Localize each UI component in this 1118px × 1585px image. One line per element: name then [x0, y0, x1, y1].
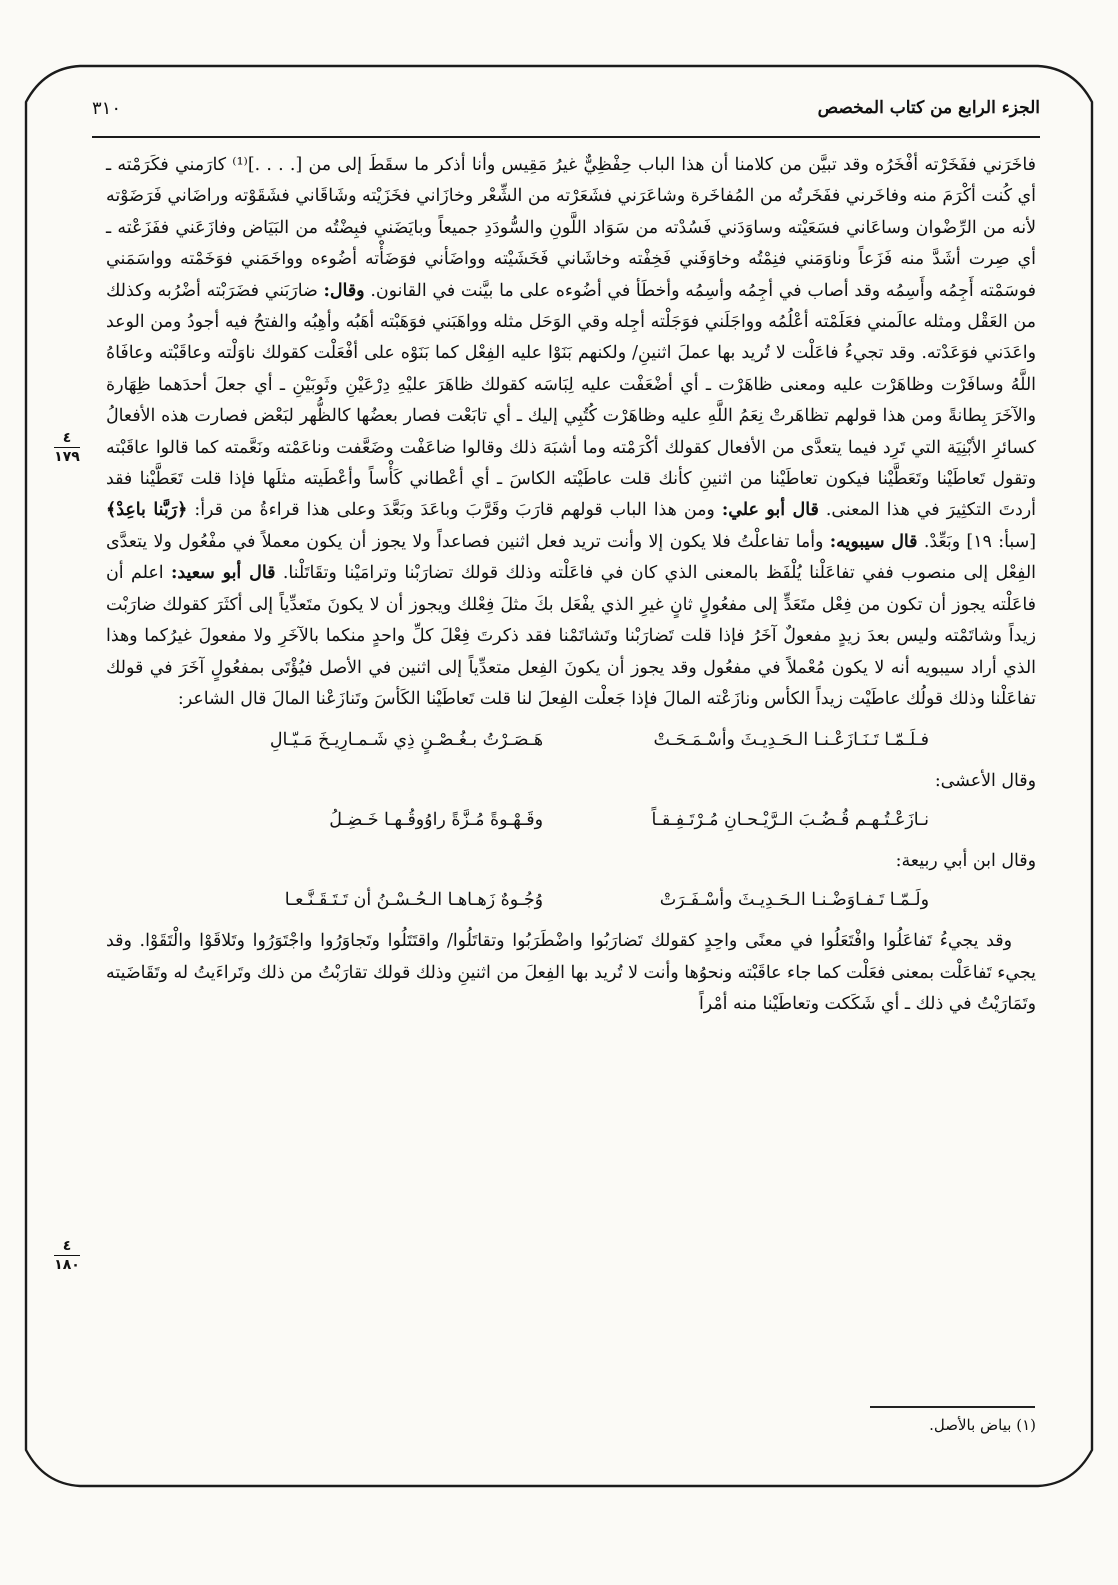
speaker-label: وقال:	[323, 280, 365, 301]
verse-second-hemistich: وقَـهْـوةً مُـزَّةً راوُوقُـهـا خَـضِـلُ	[329, 810, 543, 831]
verse-first-hemistich: فـلَـمّـا تَـنَـازَعْـنـا الـحَـدِيـثَ وأسْـمَـحَـتْ	[653, 730, 929, 751]
verse-second-hemistich: وُجُـوهٌ زَهـاهـا الـحُـسْـنُ أن تَـتَـقَـنَّـعـا	[284, 889, 543, 910]
margin-note-volume: ٤	[54, 1238, 80, 1256]
verse-first-hemistich: نـازَعْـتُـهـم قُـضُـبَ الـرَّيْـحـانِ مُـرْتَـفِـقـاً	[651, 810, 929, 831]
margin-note-volume: ٤	[54, 430, 80, 448]
text-run: وأما تفاعلْتُ فلا يكون إلا وأنت تريد فعل اثنين فصاعداً ولا يجوز أن يكون معملاً في مفْعُول ولا يتعدَّى الفِعْل إلى منصوب ففي تفاعَلْنا يُلْفَظ بالمعنى الذي كان في فاعَلْته وذلك قولك تضارَبْنا وترامَيْنا وتقَاتَلْنا.	[106, 531, 1037, 584]
margin-note-folio: ١٨٠	[54, 1257, 80, 1273]
verse-second-hemistich: هَـصَـرْتُ بـغُـصْـنٍ ذِي شَـمـارِيـخَ مَـيّـالِ	[269, 730, 543, 751]
footnote: (١) بياض بالأصل.	[929, 1416, 1036, 1434]
footnote-rule	[870, 1406, 1035, 1408]
verse-intro: وقال ابن أبي ربيعة:	[895, 850, 1036, 871]
verse	[106, 725, 1036, 756]
text-run: [سبأ: ١٩] وبَعِّدْ.	[923, 531, 1036, 552]
verse	[106, 885, 1036, 916]
speaker-label: قال أبو علي:	[721, 500, 819, 521]
margin-note-folio: ١٧٩	[54, 449, 80, 465]
text-run: ومن هذا الباب قولهم قارَبَ وقَرَّبَ وباعَدَ وبَعَّدَ وعلى هذا قراءةُ من قرأ:	[194, 500, 715, 521]
quran-quote: ﴿رَبَّنا باعِدْ﴾	[106, 500, 188, 521]
margin-folio-note	[50, 1238, 84, 1273]
verse-first-hemistich: ولَـمّـا تَـفـاوَضْـنـا الـحَـدِيـثَ وأسْـفَـرَتْ	[659, 889, 929, 910]
verse-intro: وقال الأعشى:	[934, 770, 1036, 791]
margin-folio-note	[50, 430, 84, 465]
text-run: اعلم أن فاعَلْته يجوز أن تكون من فِعْل متَعَدٍّ إلى مفعُولٍ ثانٍ غيرِ الذي يفْعَل بكَ مثلَ فِعْلك ويجوز أن لا يكونَ متَعدِّياً إلى أكثَرَ كقولك ضارَبْت زيداً وشاتَمْته وليس بعدَ زيدٍ مفعولٌ آخَرُ فإذا قلت تَضارَبْنا وتَشاتَمْنا فقد ذكرتَ فِعْلَ كلِّ واحدٍ منكما بالآخَرِ ولا مفعولَ غيرُكما وهذا الذي أراد سيبويه أنه لا يكون مُعْملاً في مفعُول وقد يجوز أن يكونَ الفِعل متعدِّياً إلى اثنين في الأصل فيُؤْتَى بمفعُولٍ آخَرَ في قولك تفاعَلْنا وذلك قولُك عاطَيْت زيداً الكأس ونازَعْته المالَ فإذا جَعلْت الفِعلَ لنا قلت تَعاطَيْنا الكَأسَ وتَنازَعْنا المالَ قال الشاعر:	[106, 563, 1036, 709]
page-number: ٣١٠	[92, 98, 122, 119]
verse	[106, 805, 1036, 836]
text-run: ضارَبَني فضَرَبْته أضْرُبه وكذلك من العَقْل ومثله عالَمني فعَلَمْته أعْلُمُه وواجَلَني فوَجَلْته أجِله وقي الوَحَل مثله وواهَبَني فوَهَبْته أهَبُه وأهِبُه والفتحُ فيه أجودُ ومن الوعد واعَدَني فوَعَدْته. وقد تجيءُ فاعَلْت لا تُريد بها عملَ اثنينِ/ ولكنهم بَنَوْا عليه الفِعْل كما بَنَوْه على أفْعَلْت كقولك ناوَلْته وعاقَبْته وعافَاهُ اللَّهُ وسافَرْت وظاهَرْت عليه ومعنى ظاهَرْت ـ أي أضْعَفْت عليه لِبَاسَه كقولك ظاهَرَ عليْهِ دِرْعَيْنِ وثَوبَيْنِ ـ أي جعلَ أحدَهما ظِهَارة والآخَرَ بِطانةً ومن هذا قولهم تظاهَرتْ نِعَمُ اللَّهِ عليه وظاهَرْت كُتُبِي إليك ـ أي تابَعْت فصار بعضُها كالظُّهر لبَعْض فصارت هذه الأفعالُ كسائرِ الأبْنِيَة التي تَرِد فيما يتعدَّى من الأفعال كقولك أكْرَمْته وما أشبَهَ ذلك وقالوا ضاعَفْت وضَعَّفت وناعَمْته ونَعَّمته كما قالوا عاقَبْته وتقول تَعاطَيْنا وتَعَطَّيْنا فيكون تعاطَيْنا من اثنينِ كأنك قلت عاطَيْته الكاسَ ـ أي أعْطاني كَأْساً وأعْطَيته مثلَها فإذا قلت تَعَطَّيْنا فقد أردتَ التكثِيرَ في هذا المعنى.	[106, 280, 1036, 521]
paragraph	[106, 150, 1036, 715]
speaker-label: قال سيبويه:	[829, 531, 918, 552]
speaker-label: قال أبو سعيد:	[170, 563, 276, 584]
running-title: الجزء الرابع من كتاب المخصص	[817, 98, 1040, 118]
header-rule	[92, 136, 1040, 138]
paragraph: وقد يجيءُ تَفاعَلُوا وافْتَعَلُوا في معنًى واحِدٍ كقولك تَضارَبُوا واضْطَرَبُوا وتقاتَلُوا/ واقتَتَلُوا وتَجاوَرُوا واجْتَوَرُوا وتَلاقَوْا والْتَقَوْا. وقد يجيء تَفاعَلْت بمعنى فعَلْت كما جاء عاقَبْته ونحوُها وأنت لا تُريد بها الفِعلَ من اثنينِ وذلك قولك تقارَبْتُ من ذلك وتَراءَيتُ له وتَقَاضَيته وتَمَارَيْتُ في ذلك ـ أي شَكَكت وتعاطَيْنا منه أمْراً	[106, 931, 1036, 1015]
page-header	[92, 92, 1040, 132]
main-text	[106, 150, 1036, 1021]
text-run: فاخَرَني ففَخَرْته أفْخَرُه وقد تبيَّن من كلامنا أن هذا الباب حِفْظِيٌّ غيرُ مَقِيس وأنا أذكر ما سقَطَ إلى من [. . . .]⁽¹⁾ كارَمني فكَرَمْته ـ أي كُنت أكْرَمَ منه وفاخَرني ففَخَرتُه من المُفاخَرة وشاعَرَني فشَعَرْته من الشِّعْر وخازَاني فخَزَيْته وشَاقَاني فشَقَوْته وراضَاني فَرَضَوْته لأنه من الرِّضْوان وساعَاني فسَعَيْته وساوَدَني فَسُدْته من سَوَاد اللَّونِ والسُّودَدِ جميعاً وبايَضَني فبِضْتُه من البَيَاض وفازَعَني ففَزَعْته ـ أي صِرت أشَدَّ منه فَزَعاً وناوَمَني فنِمْتُه وخاوَفَني فَخِفْته وخاشَاني فَخَشَيْته وواضَأني فوَضَأْته أضُوءه وواخَمَني فوَخَمْته وواسَمَني فوسَمْته أَجِمُه وأَسِمُه وقد أصاب في أجِمُه وأسِمُه وأخطَأ في أضُوءه على ما بيَّنت في القانون.	[106, 155, 1036, 301]
